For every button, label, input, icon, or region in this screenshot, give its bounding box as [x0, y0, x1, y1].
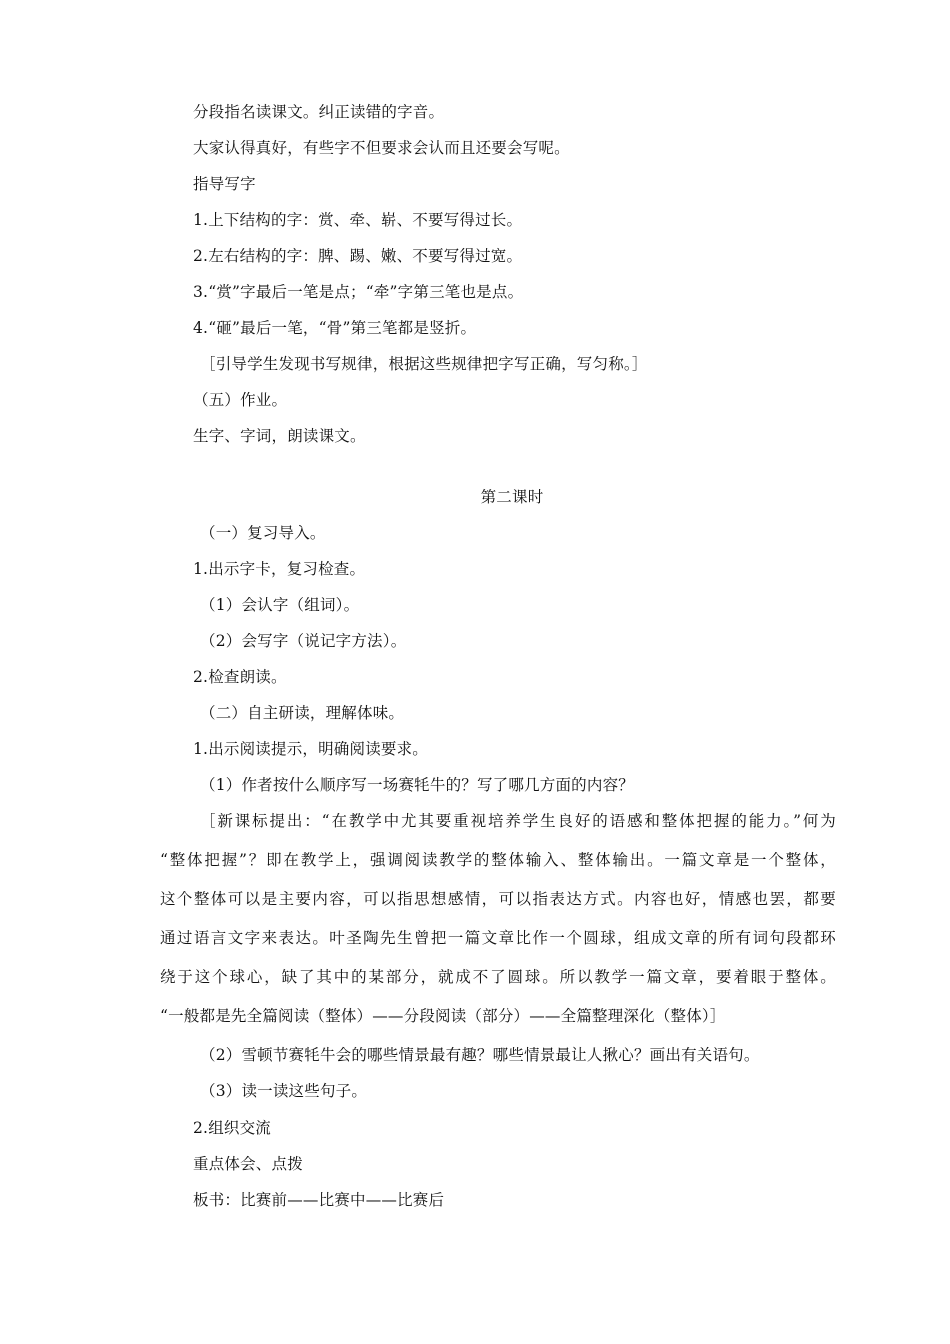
list-item: （3）读一读这些句子。 [200, 1082, 368, 1100]
list-item: 3.“赏”字最后一笔是点；“牵”字第三笔也是点。 [193, 283, 524, 301]
note-paragraph-line: ［新课标提出：“在教学中尤其要重视培养学生良好的语感和整体把握的能力。”何为 [200, 812, 836, 830]
list-item: 1.上下结构的字：赏、牵、崭、不要写得过长。 [193, 211, 523, 229]
note-paragraph-line: “一般都是先全篇阅读（整体）——分段阅读（部分）——全篇整理深化（整体）］ [160, 1007, 726, 1025]
text-line: 大家认得真好，有些字不但要求会认而且还要会写呢。 [193, 139, 570, 157]
list-item: 1.出示阅读提示，明确阅读要求。 [193, 740, 428, 758]
note-line: ［引导学生发现书写规律，根据这些规律把字写正确，写匀称。］ [200, 355, 648, 373]
list-item: 2.组织交流 [193, 1119, 271, 1137]
text-line: （一）复习导入。 [200, 524, 326, 542]
lesson-title: 第二课时 [480, 488, 544, 506]
note-paragraph-line: “整体把握”？即在教学上，强调阅读教学的整体输入、整体输出。一篇文章是一个整体， [160, 851, 836, 869]
text-line: 生字、字词，朗读课文。 [193, 427, 366, 445]
text-line: （二）自主研读，理解体味。 [200, 704, 405, 722]
note-paragraph-line: 绕于这个球心，缺了其中的某部分，就成不了圆球。所以教学一篇文章，要着眼于整体。 [160, 968, 836, 986]
list-item: （1）会认字（组词）。 [200, 596, 360, 614]
note-paragraph-line: 通过语言文字来表达。叶圣陶先生曾把一篇文章比作一个圆球，组成文章的所有词句段都环 [160, 929, 836, 947]
list-item: 1.出示字卡，复习检查。 [193, 560, 366, 578]
text-line: 板书：比赛前——比赛中——比赛后 [193, 1191, 445, 1209]
list-item: （2）会写字（说记字方法）。 [200, 632, 407, 650]
note-paragraph-line: 这个整体可以是主要内容，可以指思想感情，可以指表达方式。内容也好，情感也罢，都要 [160, 890, 836, 908]
text-line: 分段指名读课文。纠正读错的字音。 [193, 103, 445, 121]
list-item: （1）作者按什么顺序写一场赛牦牛的？写了哪几方面的内容？ [200, 776, 634, 794]
list-item: 2.左右结构的字：脾、踢、嫩、不要写得过宽。 [193, 247, 523, 265]
section-heading: 指导写字 [193, 175, 256, 193]
list-item: 2.检查朗读。 [193, 668, 287, 686]
list-item: 4.“砸”最后一笔，“骨”第三笔都是竖折。 [193, 319, 477, 337]
text-line: 重点体会、点拨 [193, 1155, 303, 1173]
list-item: （2）雪顿节赛牦牛会的哪些情景最有趣？哪些情景最让人揪心？画出有关语句。 [200, 1046, 760, 1064]
text-line: （五）作业。 [193, 391, 288, 409]
